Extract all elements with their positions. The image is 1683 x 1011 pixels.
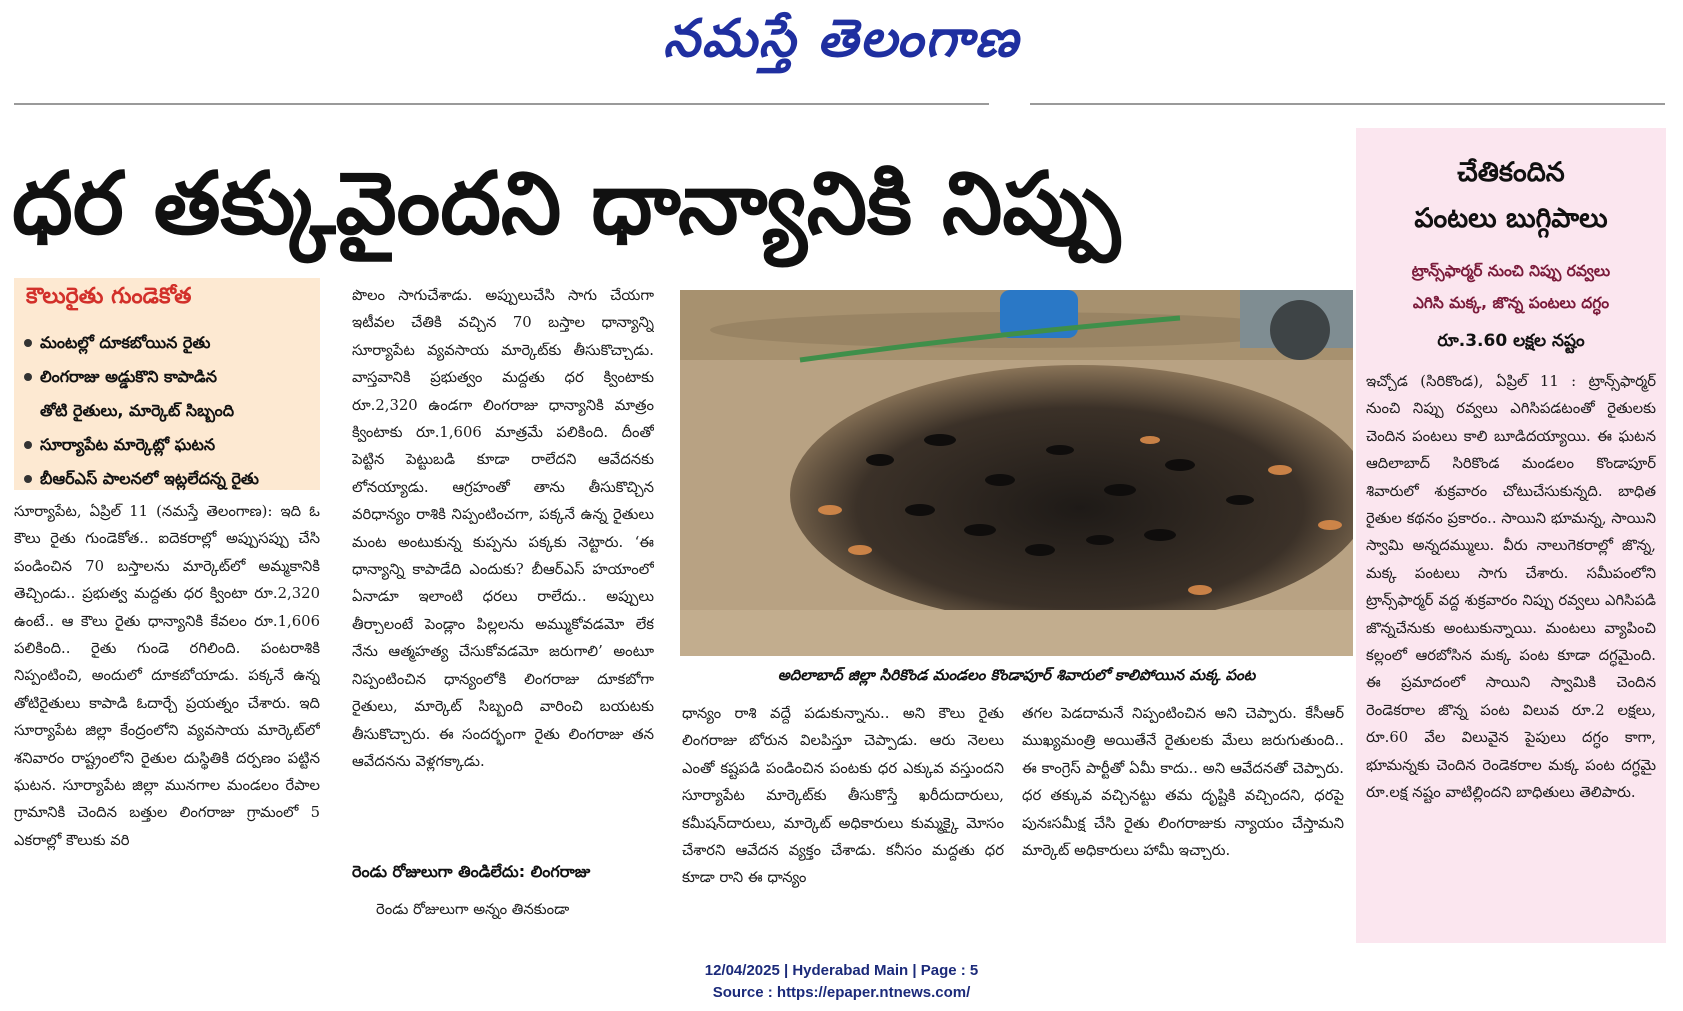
- bullet-dot-icon: [24, 441, 32, 449]
- bullet-dot-icon: [24, 373, 32, 381]
- side-story-kicker: [1366, 255, 1656, 319]
- bullet-text: లింగరాజు అడ్డుకొని కాపాడిన: [40, 367, 217, 386]
- sidebar-bullet: [22, 462, 318, 496]
- article-column-2: పొలం సాగుచేశాడు. అప్పులుచేసి సాగు చేయగా ఇటీవల చేతికి వచ్చిన 70 బస్తాల ధాన్యాన్ని సూర్యాపేట వ్యవసాయ మార్కెట్‌కు తీసుకొచ్చాడు. వాస్తవానికి ప్రభుత్వం మద్దతు ధర క్వింటాకు రూ.2,320 ఉండగా లింగరాజు ధాన్యానికి మాత్రం క్వింటాకు రూ.1,606 మాత్రమే పలికింది. దీంతో పెట్టిన పెట్టుబడి కూడా రాలేదని ఆవేదనకు లోనయ్యాడు. ఆగ్రహంతో తాను తీసుకొచ్చిన వరిధాన్యం రాశికి నిప్పంటించగా, పక్కనే ఉన్న రైతులు మంట అంటుకున్న కుప్పను పక్కకు నెట్టారు. ‘ఈ ధాన్యాన్ని కాపాడేది ఎందుకు? బీఆర్ఎస్ హయాంలో ఏనాడూ ఇలాంటి ధరలు రాలేదు.. అప్పులు తీర్చాలంటే పెండ్లాం పిల్లలను అమ్ముకోవడమో లేక నేను ఆత్మహత్య చేసుకోవడమో జరుగాలి’ అంటూ నిప్పంటించిన ధాన్యంలోకి లింగరాజు దూకబోగా రైతులు, మార్కెట్ సిబ్బంది వారించి బయటకు తీసుకొచ్చారు. ఈ సందర్భంగా రైతు లింగరాజు తన ఆవేదనను వెళ్లగక్కాడు.: [352, 287, 654, 770]
- headline: ధర తక్కువైందని ధాన్యానికి నిప్పు: [12, 154, 1121, 254]
- side-story-title-line-1: చేతికందిన: [1457, 157, 1565, 188]
- article-column-2-tail: రెండు రోజులుగా అన్నం తినకుండా: [376, 901, 570, 918]
- sidebar-bullet: [22, 326, 318, 360]
- article-column-4: తగల పెడదామనే నిప్పంటించిన అని చెప్పారు. కేసీఆర్ ముఖ్యమంత్రి అయితేనే రైతులకు మేలు జరుగుతుంది.. ఈ కాంగ్రెస్ పార్టీతో ఏమీ కాదు.. అని ఆవేదనతో చెప్పారు. ధర తక్కువ వచ్చినట్టు తమ దృష్టికి వచ్చిందని, ధరపై పునఃసమీక్ష చేసి రైతు లింగరాజుకు న్యాయం చేస్తామని మార్కెట్ అధికారులు హామీ ఇచ్చారు.: [1022, 705, 1344, 860]
- sidebar-title: కౌలురైతు గుండెకోత: [26, 284, 192, 309]
- footer-date-edition: 12/04/2025 | Hyderabad Main | Page : 5: [704, 962, 979, 979]
- masthead-logo: నమస్తే తెలంగాణ: [663, 8, 1020, 69]
- bullet-text: తోటి రైతులు, మార్కెట్ సిబ్బంది: [40, 401, 234, 420]
- footer-source: Source : https://epaper.ntnews.com/: [712, 984, 971, 1001]
- sidebar-bullets: [22, 326, 318, 496]
- photo-caption: అదిలాబాద్ జిల్లా సిరికొండ మండలం కొండాపూర్ శివారులో కాలిపోయిన మక్క పంట: [777, 666, 1256, 684]
- article-column-1: సూర్యాపేట, ఏప్రిల్ 11 (నమస్తే తెలంగాణ): ఇది ఓ కౌలు రైతు గుండెకోత.. ఐదెకరాల్లో అప్పుసప్పు చేసి పండించిన 70 బస్తాలను మార్కెట్‌లో అమ్మకానికి తెచ్చిండు.. ప్రభుత్వ మద్దతు ధర క్వింటా రూ.2,320 ఉంటే.. ఆ కౌలు రైతు ధాన్యానికి కేవలం రూ.1,606 పలికింది.. రైతు గుండె రగిలింది. పంటరాశికి నిప్పంటించి, అందులో దూకబోయాడు. పక్కనే ఉన్న తోటిరైతులు కాపాడి ఓదార్చే ప్రయత్నం చేశారు. ఇది సూర్యాపేట జిల్లా కేంద్రంలోని వ్యవసాయ మార్కెట్‌లో శనివారం రాష్ట్రంలోని రైతుల దుస్థితికి దర్పణం పట్టిన ఘటన. సూర్యాపేట జిల్లా మునగాల మండలం రేపాల గ్రామానికి చెందిన బత్తుల లింగరాజు గ్రామంలో 5 ఎకరాల్లో కౌలుకు వరి: [14, 503, 320, 849]
- side-story-kicker-line-2: ఎగిసి మక్క, జొన్న పంటలు దగ్ధం: [1412, 294, 1610, 312]
- sidebar-bullet-continued: [22, 394, 318, 428]
- masthead: [0, 0, 1683, 90]
- burnt-crop-photo: [680, 290, 1353, 656]
- bullet-text: సూర్యాపేట మార్కెట్లో ఘటన: [40, 435, 216, 454]
- bullet-dot-icon: [24, 475, 32, 483]
- bullet-text: బీఆర్ఎస్ పాలనలో ఇట్లలేదన్న రైతు: [40, 469, 259, 488]
- masthead-rule-left: [14, 103, 989, 105]
- article-column-3: ధాన్యం రాశి వద్దే పడుకున్నాను.. అని కౌలు రైతు లింగరాజు బోరున విలపిస్తూ చెప్పాడు. ఆరు నెలలు ఎంతో కష్టపడి పండించిన పంటకు ధర ఎక్కువ వస్తుందని సూర్యాపేట మార్కెట్‌కు తీసుకొస్తే ఖరీదుదారులు, కమీషన్‌దారులు, మార్కెట్ అధికారులు కుమ్మక్కై మోసం చేశారని ఆవేదన వ్యక్తం చేశాడు. కనీసం మద్దతు ధర కూడా రాని ఈ ధాన్యం: [682, 705, 1004, 887]
- bullet-text: మంటల్లో దూకబోయిన రైతు: [40, 333, 211, 352]
- side-story-title: [1356, 150, 1666, 242]
- side-story-title-line-2: పంటలు బుగ్గిపాలు: [1414, 203, 1608, 234]
- side-story-body: ఇచ్చోడ (సిరికొండ), ఏప్రిల్ 11 : ట్రాన్స్‌ఫార్మర్ నుంచి నిప్పు రవ్వలు ఎగిసిపడటంతో రైతులకు చెందిన పంటలు కాలి బూడిదయ్యాయి. ఈ ఘటన ఆదిలాబాద్ సిరికొండ మండలం కొండాపూర్ శివారులో శుక్రవారం చోటుచేసుకున్నది. బాధిత రైతుల కథనం ప్రకారం.. సాయిని భూమన్న, సాయిని స్వామి అన్నదమ్ములు. వీరు నాలుగెకరాల్లో జొన్న, మక్క పంటలు సాగు చేశారు. సమీపంలోని ట్రాన్స్‌ఫార్మర్ వద్ద శుక్రవారం నిప్పు రవ్వలు ఎగిసిపడి జొన్నచేనుకు అంటుకున్నాయి. మంటలు వ్యాపించి కల్లంలో ఆరబోసిన మక్క పంట కూడా దగ్ధమైంది. ఈ ప్రమాదంలో సాయిని స్వామికి చెందిన రెండెకరాల జొన్న పంట విలువ రూ.2 లక్షలు, రూ.60 వేల విలువైన పైపులు దగ్ధం కాగా, భూమన్నకు చెందిన రెండెకరాల మక్క పంట దగ్ధమై రూ.లక్ష నష్టం వాటిల్లిందని బాధితులు తెలిపారు.: [1366, 373, 1656, 802]
- bullet-dot-icon: [24, 339, 32, 347]
- side-story-kicker-line-1: ట్రాన్స్‌ఫార్మర్ నుంచి నిప్పు రవ్వలు: [1411, 262, 1611, 280]
- masthead-rule-right: [1030, 103, 1665, 105]
- sidebar-bullet: [22, 360, 318, 394]
- side-story-loss: రూ.3.60 లక్షల నష్టం: [1437, 331, 1585, 351]
- sidebar-bullet: [22, 428, 318, 462]
- burnt-crop-photo-art: [680, 290, 1353, 656]
- column-2-subhead: రెండు రోజులుగా తిండిలేదు: లింగరాజు: [352, 862, 591, 881]
